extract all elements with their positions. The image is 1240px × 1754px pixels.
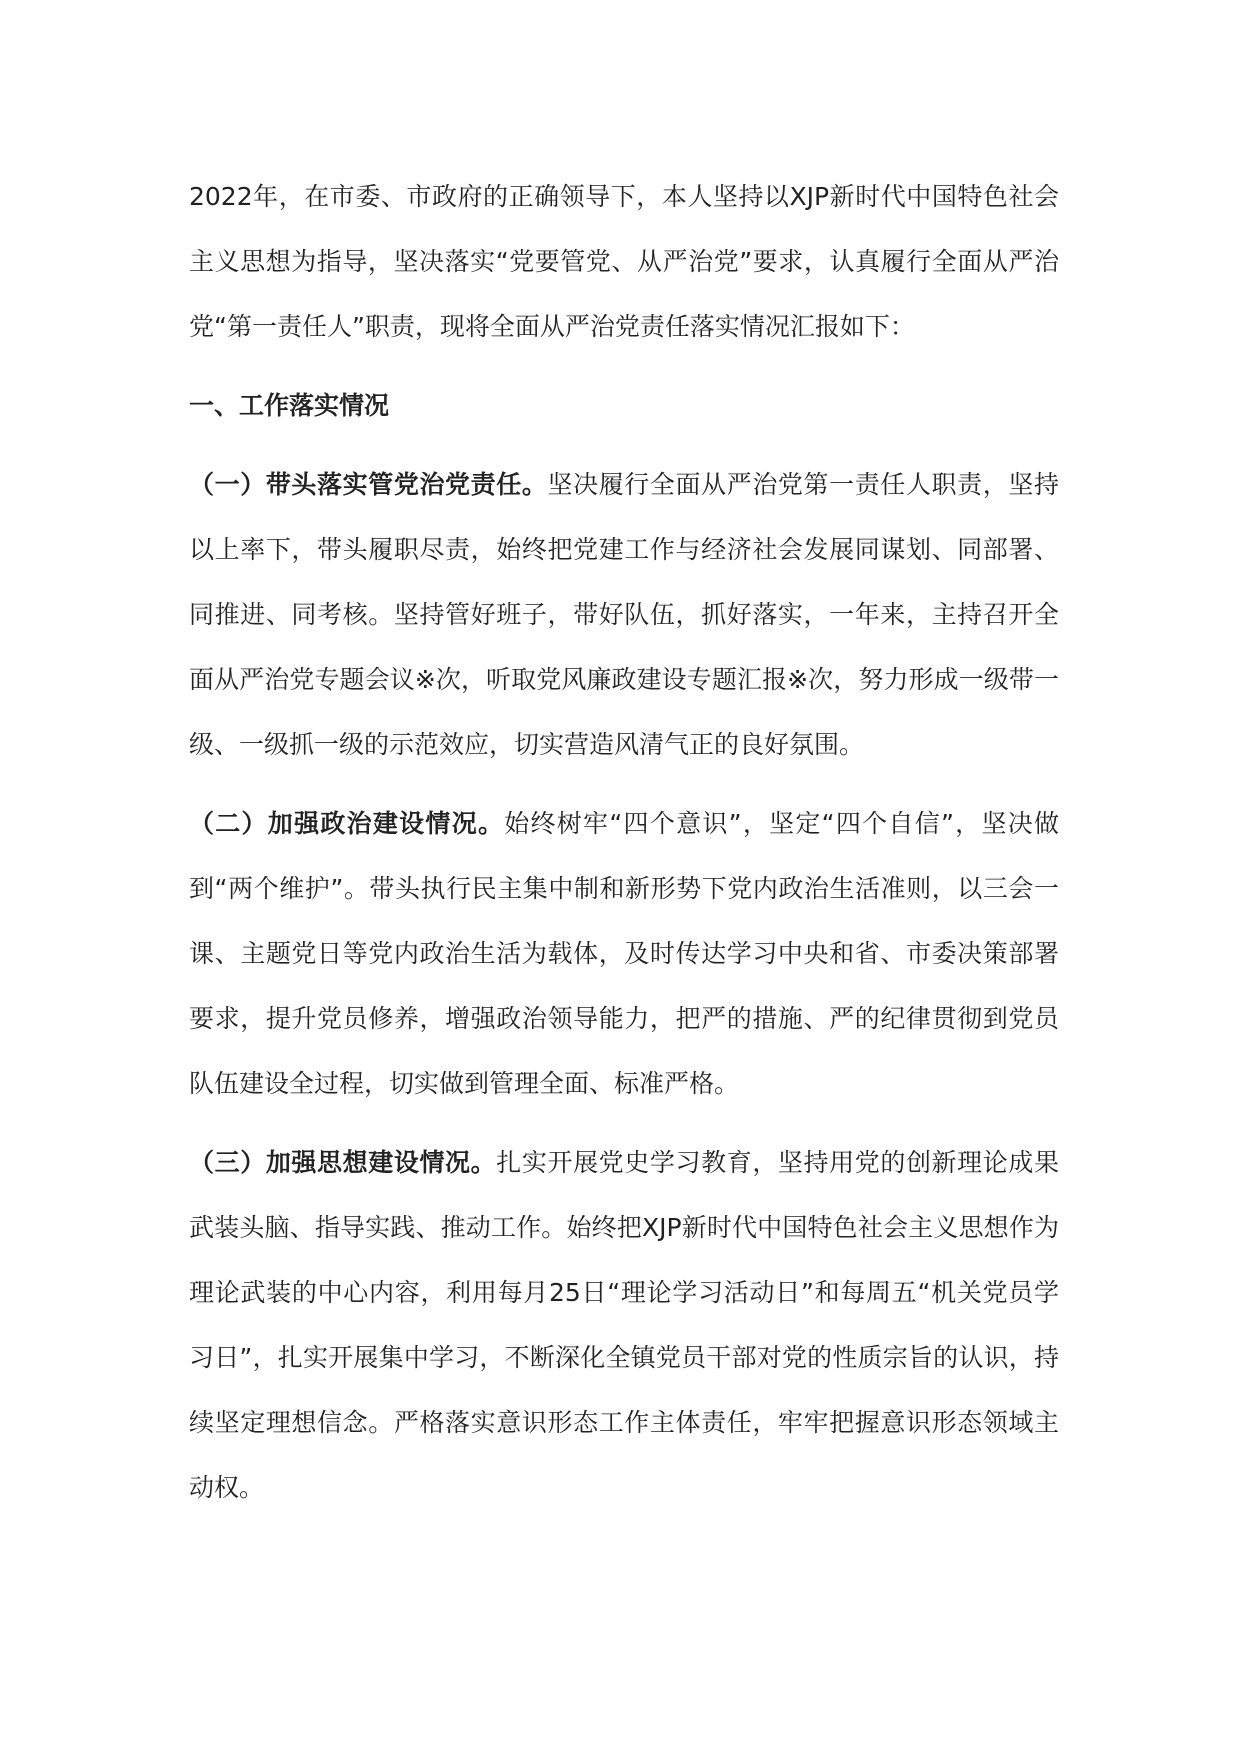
item-body-2: 始终树牢“四个意识”，坚定“四个自信”，坚决做到“两个维护”。带头执行民主集中制和新形势下党内政治生活准则，以三会一课、主题党日等党内政治生活为载体，及时传达学习中央和省、市委决策部署要求，提升党员修养，增强政治领导能力，把严的措施、严的纪律贯彻到党员队伍建设全过程，切实做到管理全面、标准严格。 [189, 809, 1059, 1098]
item-paragraph-3 [189, 1130, 1059, 1520]
intro-paragraph: 2022年，在市委、市政府的正确领导下，本人坚持以XJP新时代中国特色社会主义思想为指导，坚决落实“党要管党、从严治党”要求，认真履行全面从严治党“第一责任人”职责，现将全面从严治党责任落实情况汇报如下： [189, 182, 1059, 341]
item-lead-3: （三）加强思想建设情况。 [189, 1148, 497, 1177]
item-lead-2: （二）加强政治建设情况。 [189, 809, 505, 838]
item-lead-1: （一）带头落实管党治党责任。 [189, 470, 548, 499]
item-body-3: 扎实开展党史学习教育，坚持用党的创新理论成果武装头脑、指导实践、推动工作。始终把XJP新时代中国特色社会主义思想作为理论武装的中心内容，利用每月25日“理论学习活动日”和每周五“机关党员学习日”，扎实开展集中学习，不断深化全镇党员干部对党的性质宗旨的认识，持续坚定理想信念。严格落实意识形态工作主体责任，牢牢把握意识形态领域主动权。 [189, 1148, 1059, 1502]
document-page [189, 164, 1059, 1520]
item-body-1: 坚决履行全面从严治党第一责任人职责，坚持以上率下，带头履职尽责，始终把党建工作与经济社会发展同谋划、同部署、同推进、同考核。坚持管好班子，带好队伍，抓好落实，一年来，主持召开全面从严治党专题会议※次，听取党风廉政建设专题汇报※次，努力形成一级带一级、一级抓一级的示范效应，切实营造风清气正的良好氛围。 [189, 470, 1059, 759]
item-paragraph-1 [189, 452, 1059, 777]
item-paragraph-2 [189, 791, 1059, 1116]
section-heading: 一、工作落实情况 [189, 391, 390, 420]
